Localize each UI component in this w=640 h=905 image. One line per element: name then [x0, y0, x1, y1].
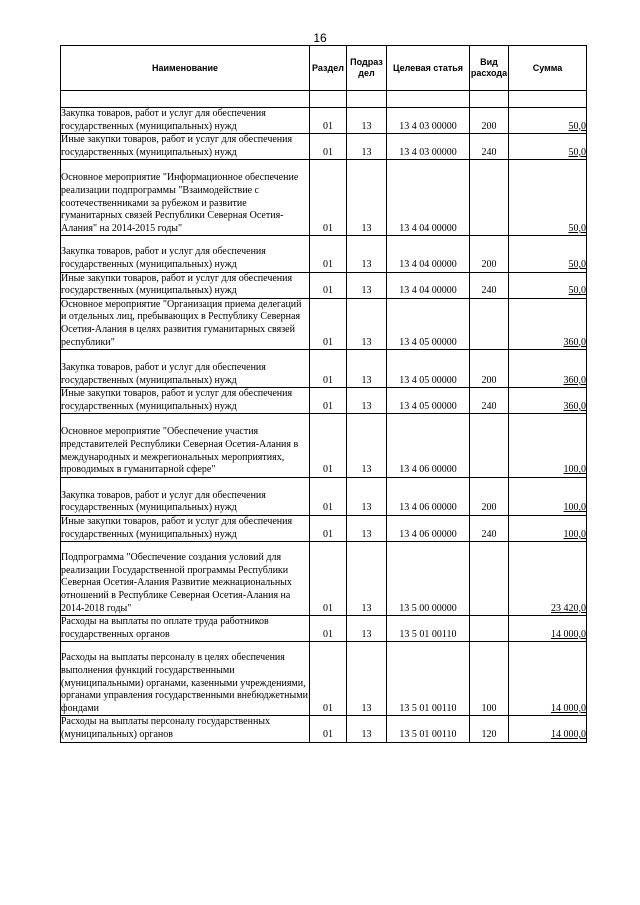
- cell-amount: 14 000,0: [509, 616, 587, 642]
- cell-expense-type: 200: [470, 108, 509, 134]
- cell-section: 01: [310, 542, 347, 616]
- table-row: [61, 716, 587, 742]
- cell-section: 01: [310, 414, 347, 477]
- budget-table: [60, 45, 587, 743]
- cell-subsection: 13: [347, 642, 387, 716]
- cell-target: 13 4 05 00000: [387, 388, 470, 414]
- cell-amount: 100,0: [509, 414, 587, 477]
- cell-expense-type: 200: [470, 350, 509, 388]
- cell-name: Закупка товаров, работ и услуг для обеспечения государственных (муниципальных) нужд: [61, 108, 310, 134]
- header-amount: Сумма: [509, 46, 587, 91]
- cell-subsection: 13: [347, 272, 387, 298]
- cell-subsection: 13: [347, 236, 387, 272]
- cell-amount: 360,0: [509, 388, 587, 414]
- cell-expense-type: 200: [470, 236, 509, 272]
- cell-section: 01: [310, 477, 347, 515]
- cell-subsection: 13: [347, 160, 387, 236]
- table-row: [61, 542, 587, 616]
- cell-target: 13 4 04 00000: [387, 160, 470, 236]
- cell-section: 01: [310, 298, 347, 349]
- cell-section: 01: [310, 616, 347, 642]
- cell-subsection: 13: [347, 542, 387, 616]
- cell-amount: 14 000,0: [509, 716, 587, 742]
- cell-subsection: 13: [347, 414, 387, 477]
- table-row: [61, 616, 587, 642]
- table-row: [61, 516, 587, 542]
- cell-target: 13 4 05 00000: [387, 298, 470, 349]
- cell-subsection: 13: [347, 388, 387, 414]
- cell-section: 01: [310, 272, 347, 298]
- cell-section: 01: [310, 108, 347, 134]
- cell-name: Расходы на выплаты персоналу в целях обеспечения выполнения функций государственными (муниципальными) органами, казенными учреждениями, органами управления государственными внебюджетными фондами: [61, 642, 310, 716]
- cell-name: Иные закупки товаров, работ и услуг для обеспечения государственных (муниципальных) нужд: [61, 388, 310, 414]
- cell-subsection: 13: [347, 298, 387, 349]
- cell-target: 13 4 06 00000: [387, 414, 470, 477]
- table-row: [61, 414, 587, 477]
- cell-name: Основное мероприятие "Информационное обеспечение реализации подпрограммы "Взаимодействие с соотечественниками за рубежом и развитие гуманитарных связей Республики Северная Осетия-Алания" на 2014-2015 годы": [61, 160, 310, 236]
- cell-section: 01: [310, 388, 347, 414]
- cell-target: 13 4 04 00000: [387, 236, 470, 272]
- cell-name: Иные закупки товаров, работ и услуг для обеспечения государственных (муниципальных) нужд: [61, 134, 310, 160]
- cell-amount: 50,0: [509, 134, 587, 160]
- cell-name: Закупка товаров, работ и услуг для обеспечения государственных (муниципальных) нужд: [61, 350, 310, 388]
- cell-target: 13 5 01 00110: [387, 616, 470, 642]
- table-row: [61, 108, 587, 134]
- cell-expense-type: [470, 616, 509, 642]
- table-row: [61, 272, 587, 298]
- cell-section: 01: [310, 516, 347, 542]
- cell-target: 13 5 01 00110: [387, 716, 470, 742]
- cell-name: Основное мероприятие "Организация приема делегаций и отдельных лиц, пребывающих в Республику Северная Осетия-Алания в целях развития гуманитарных связей республики": [61, 298, 310, 349]
- cell-target: 13 4 03 00000: [387, 108, 470, 134]
- cell-amount: 100,0: [509, 516, 587, 542]
- cell-amount: 100,0: [509, 477, 587, 515]
- header-name: Наименование: [61, 46, 310, 91]
- cell-subsection: 13: [347, 477, 387, 515]
- cell-section: 01: [310, 716, 347, 742]
- cell-section: 01: [310, 236, 347, 272]
- cell-target: 13 4 06 00000: [387, 516, 470, 542]
- header-expense-type: Вид расхода: [470, 46, 509, 91]
- table-row: [61, 642, 587, 716]
- table-row: [61, 160, 587, 236]
- cell-expense-type: [470, 298, 509, 349]
- cell-expense-type: [470, 414, 509, 477]
- cell-name: Подпрограмма "Обеспечение создания условий для реализации Государственной программы Республики Северная Осетия-Алания Развитие межнациональных отношений в Республике Северная Осетия-Алания на 2014-2018 годы": [61, 542, 310, 616]
- cell-name: Закупка товаров, работ и услуг для обеспечения государственных (муниципальных) нужд: [61, 236, 310, 272]
- cell-expense-type: 120: [470, 716, 509, 742]
- cell-target: 13 4 04 00000: [387, 272, 470, 298]
- table-row: [61, 134, 587, 160]
- cell-target: 13 4 05 00000: [387, 350, 470, 388]
- cell-target: 13 4 06 00000: [387, 477, 470, 515]
- cell-amount: 50,0: [509, 160, 587, 236]
- cell-expense-type: 240: [470, 134, 509, 160]
- cell-section: 01: [310, 350, 347, 388]
- cell-expense-type: 240: [470, 388, 509, 414]
- header-target: Целевая статья: [387, 46, 470, 91]
- cell-subsection: 13: [347, 134, 387, 160]
- cell-name: Расходы на выплаты персоналу государственных (муниципальных) органов: [61, 716, 310, 742]
- spacer-row: [61, 91, 587, 108]
- cell-name: Иные закупки товаров, работ и услуг для обеспечения государственных (муниципальных) нужд: [61, 516, 310, 542]
- cell-amount: 360,0: [509, 298, 587, 349]
- cell-amount: 23 420,0: [509, 542, 587, 616]
- cell-amount: 14 000,0: [509, 642, 587, 716]
- cell-section: 01: [310, 160, 347, 236]
- table-row: [61, 477, 587, 515]
- cell-amount: 50,0: [509, 236, 587, 272]
- cell-amount: 360,0: [509, 350, 587, 388]
- cell-name: Расходы на выплаты по оплате труда работников государственных органов: [61, 616, 310, 642]
- cell-expense-type: 200: [470, 477, 509, 515]
- cell-subsection: 13: [347, 516, 387, 542]
- cell-amount: 50,0: [509, 272, 587, 298]
- cell-section: 01: [310, 134, 347, 160]
- cell-expense-type: [470, 542, 509, 616]
- cell-name: Закупка товаров, работ и услуг для обеспечения государственных (муниципальных) нужд: [61, 477, 310, 515]
- table-row: [61, 388, 587, 414]
- table-row: [61, 298, 587, 349]
- cell-target: 13 5 01 00110: [387, 642, 470, 716]
- header-section: Раздел: [310, 46, 347, 91]
- cell-subsection: 13: [347, 716, 387, 742]
- header-row: [61, 46, 587, 91]
- cell-section: 01: [310, 642, 347, 716]
- cell-name: Основное мероприятие "Обеспечение участия представителей Республики Северная Осетия-Алания в международных и межрегиональных мероприятиях, проводимых в гуманитарной сфере": [61, 414, 310, 477]
- cell-target: 13 5 00 00000: [387, 542, 470, 616]
- cell-expense-type: 100: [470, 642, 509, 716]
- cell-subsection: 13: [347, 616, 387, 642]
- cell-expense-type: 240: [470, 516, 509, 542]
- page-number: 16: [313, 31, 327, 45]
- cell-expense-type: [470, 160, 509, 236]
- cell-target: 13 4 03 00000: [387, 134, 470, 160]
- table-row: [61, 350, 587, 388]
- cell-expense-type: 240: [470, 272, 509, 298]
- cell-subsection: 13: [347, 350, 387, 388]
- cell-subsection: 13: [347, 108, 387, 134]
- cell-amount: 50,0: [509, 108, 587, 134]
- cell-name: Иные закупки товаров, работ и услуг для обеспечения государственных (муниципальных) нужд: [61, 272, 310, 298]
- table-row: [61, 236, 587, 272]
- header-subsection: Подраз дел: [347, 46, 387, 91]
